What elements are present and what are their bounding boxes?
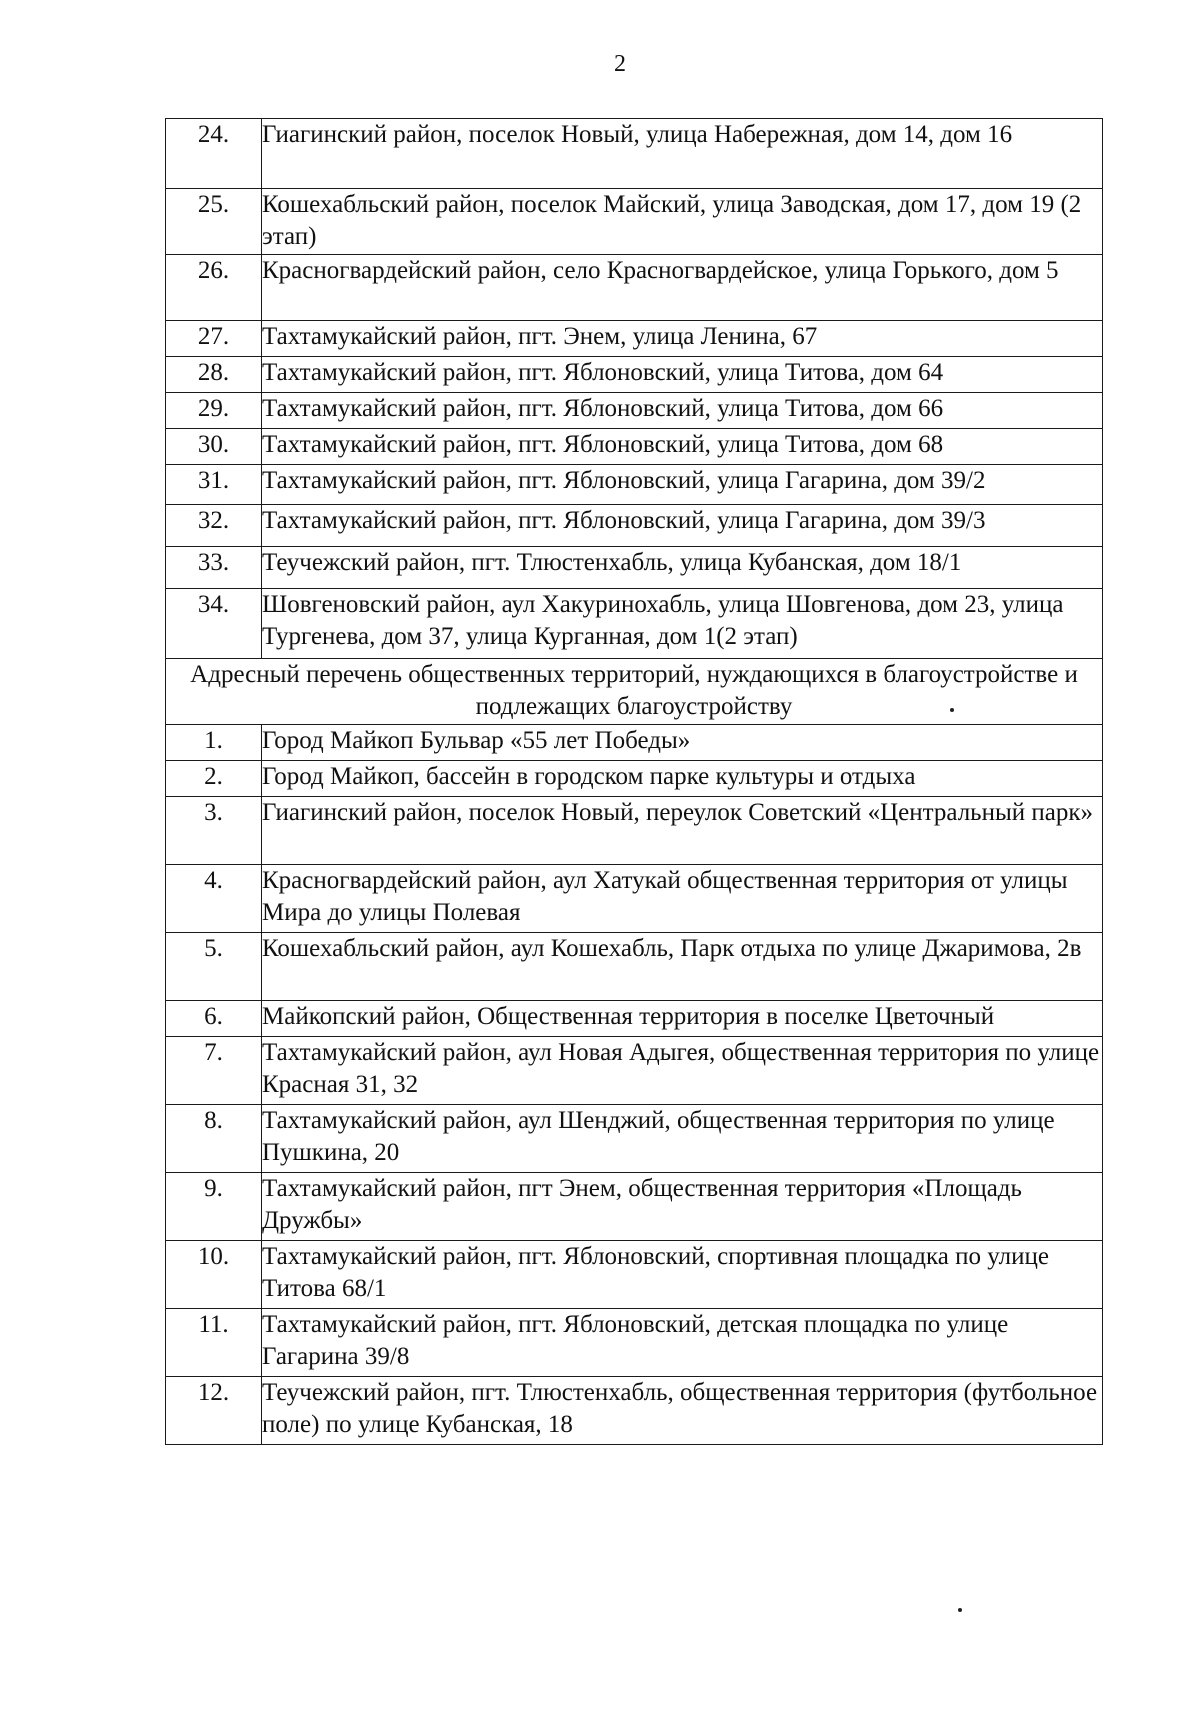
table-row [166, 429, 1103, 465]
row-number: 9. [166, 1173, 262, 1241]
table-row [166, 865, 1103, 933]
table-row [166, 1105, 1103, 1173]
table-row [166, 321, 1103, 357]
table-row [166, 1241, 1103, 1309]
table-row [166, 725, 1103, 761]
scan-speck [958, 1608, 962, 1612]
row-number: 10. [166, 1241, 262, 1309]
section-heading: Адресный перечень общественных территорий, нуждающихся в благоустройстве и подлежащих благоустройству [166, 659, 1103, 725]
row-number: 1. [166, 725, 262, 761]
row-number: 8. [166, 1105, 262, 1173]
row-address: Тахтамукайский район, пгт. Яблоновский, детская площадка по улице Гагарина 39/8 [262, 1309, 1103, 1377]
table-row [166, 761, 1103, 797]
table-row [166, 797, 1103, 865]
row-address: Красногвардейский район, аул Хатукай общественная территория от улицы Мира до улицы Полевая [262, 865, 1103, 933]
scan-speck [950, 708, 954, 712]
row-address: Кошехабльский район, аул Кошехабль, Парк отдыха по улице Джаримова, 2в [262, 933, 1103, 1001]
row-number: 27. [166, 321, 262, 357]
row-number: 30. [166, 429, 262, 465]
row-address: Тахтамукайский район, пгт Энем, общественная территория «Площадь Дружбы» [262, 1173, 1103, 1241]
row-number: 12. [166, 1377, 262, 1445]
row-number: 32. [166, 505, 262, 547]
row-number: 6. [166, 1001, 262, 1037]
row-number: 5. [166, 933, 262, 1001]
row-address: Тахтамукайский район, пгт. Яблоновский, спортивная площадка по улице Титова 68/1 [262, 1241, 1103, 1309]
table-row [166, 1173, 1103, 1241]
row-number: 11. [166, 1309, 262, 1377]
row-number: 2. [166, 761, 262, 797]
row-address: Тахтамукайский район, аул Шенджий, общественная территория по улице Пушкина, 20 [262, 1105, 1103, 1173]
table-row [166, 1037, 1103, 1105]
row-address: Майкопский район, Общественная территория в поселке Цветочный [262, 1001, 1103, 1037]
row-number: 26. [166, 255, 262, 321]
table-row [166, 505, 1103, 547]
row-address: Теучежский район, пгт. Тлюстенхабль, общественная территория (футбольное поле) по улице Кубанская, 18 [262, 1377, 1103, 1445]
section-heading-row [166, 659, 1103, 725]
table-row [166, 589, 1103, 659]
row-number: 33. [166, 547, 262, 589]
table-row [166, 1377, 1103, 1445]
table-row [166, 1001, 1103, 1037]
row-number: 25. [166, 189, 262, 255]
row-address: Тахтамукайский район, пгт. Энем, улица Ленина, 67 [262, 321, 1103, 357]
row-number: 34. [166, 589, 262, 659]
row-address: Теучежский район, пгт. Тлюстенхабль, улица Кубанская, дом 18/1 [262, 547, 1103, 589]
table-row [166, 189, 1103, 255]
page-number: 2 [614, 51, 626, 77]
row-number: 7. [166, 1037, 262, 1105]
row-address: Тахтамукайский район, аул Новая Адыгея, общественная территория по улице Красная 31, 32 [262, 1037, 1103, 1105]
table-row [166, 465, 1103, 505]
row-number: 28. [166, 357, 262, 393]
row-address: Город Майкоп, бассейн в городском парке культуры и отдыха [262, 761, 1103, 797]
row-address: Тахтамукайский район, пгт. Яблоновский, улица Гагарина, дом 39/2 [262, 465, 1103, 505]
row-number: 24. [166, 119, 262, 189]
row-number: 31. [166, 465, 262, 505]
row-address: Тахтамукайский район, пгт. Яблоновский, улица Титова, дом 64 [262, 357, 1103, 393]
address-table [165, 118, 1103, 1445]
table-row [166, 357, 1103, 393]
table-row [166, 1309, 1103, 1377]
row-address: Тахтамукайский район, пгт. Яблоновский, улица Титова, дом 68 [262, 429, 1103, 465]
row-address: Шовгеновский район, аул Хакуринохабль, улица Шовгенова, дом 23, улица Тургенева, дом 37, улица Курганная, дом 1(2 этап) [262, 589, 1103, 659]
row-address: Гиагинский район, поселок Новый, переулок Советский «Центральный парк» [262, 797, 1103, 865]
row-address: Кошехабльский район, поселок Майский, улица Заводская, дом 17, дом 19 (2 этап) [262, 189, 1103, 255]
table-row [166, 547, 1103, 589]
row-address: Тахтамукайский район, пгт. Яблоновский, улица Титова, дом 66 [262, 393, 1103, 429]
table-row [166, 933, 1103, 1001]
row-address: Тахтамукайский район, пгт. Яблоновский, улица Гагарина, дом 39/3 [262, 505, 1103, 547]
row-address: Город Майкоп Бульвар «55 лет Победы» [262, 725, 1103, 761]
row-number: 4. [166, 865, 262, 933]
row-number: 29. [166, 393, 262, 429]
table-row [166, 119, 1103, 189]
table-row [166, 255, 1103, 321]
row-address: Гиагинский район, поселок Новый, улица Набережная, дом 14, дом 16 [262, 119, 1103, 189]
row-number: 3. [166, 797, 262, 865]
table-row [166, 393, 1103, 429]
row-address: Красногвардейский район, село Красногвардейское, улица Горького, дом 5 [262, 255, 1103, 321]
